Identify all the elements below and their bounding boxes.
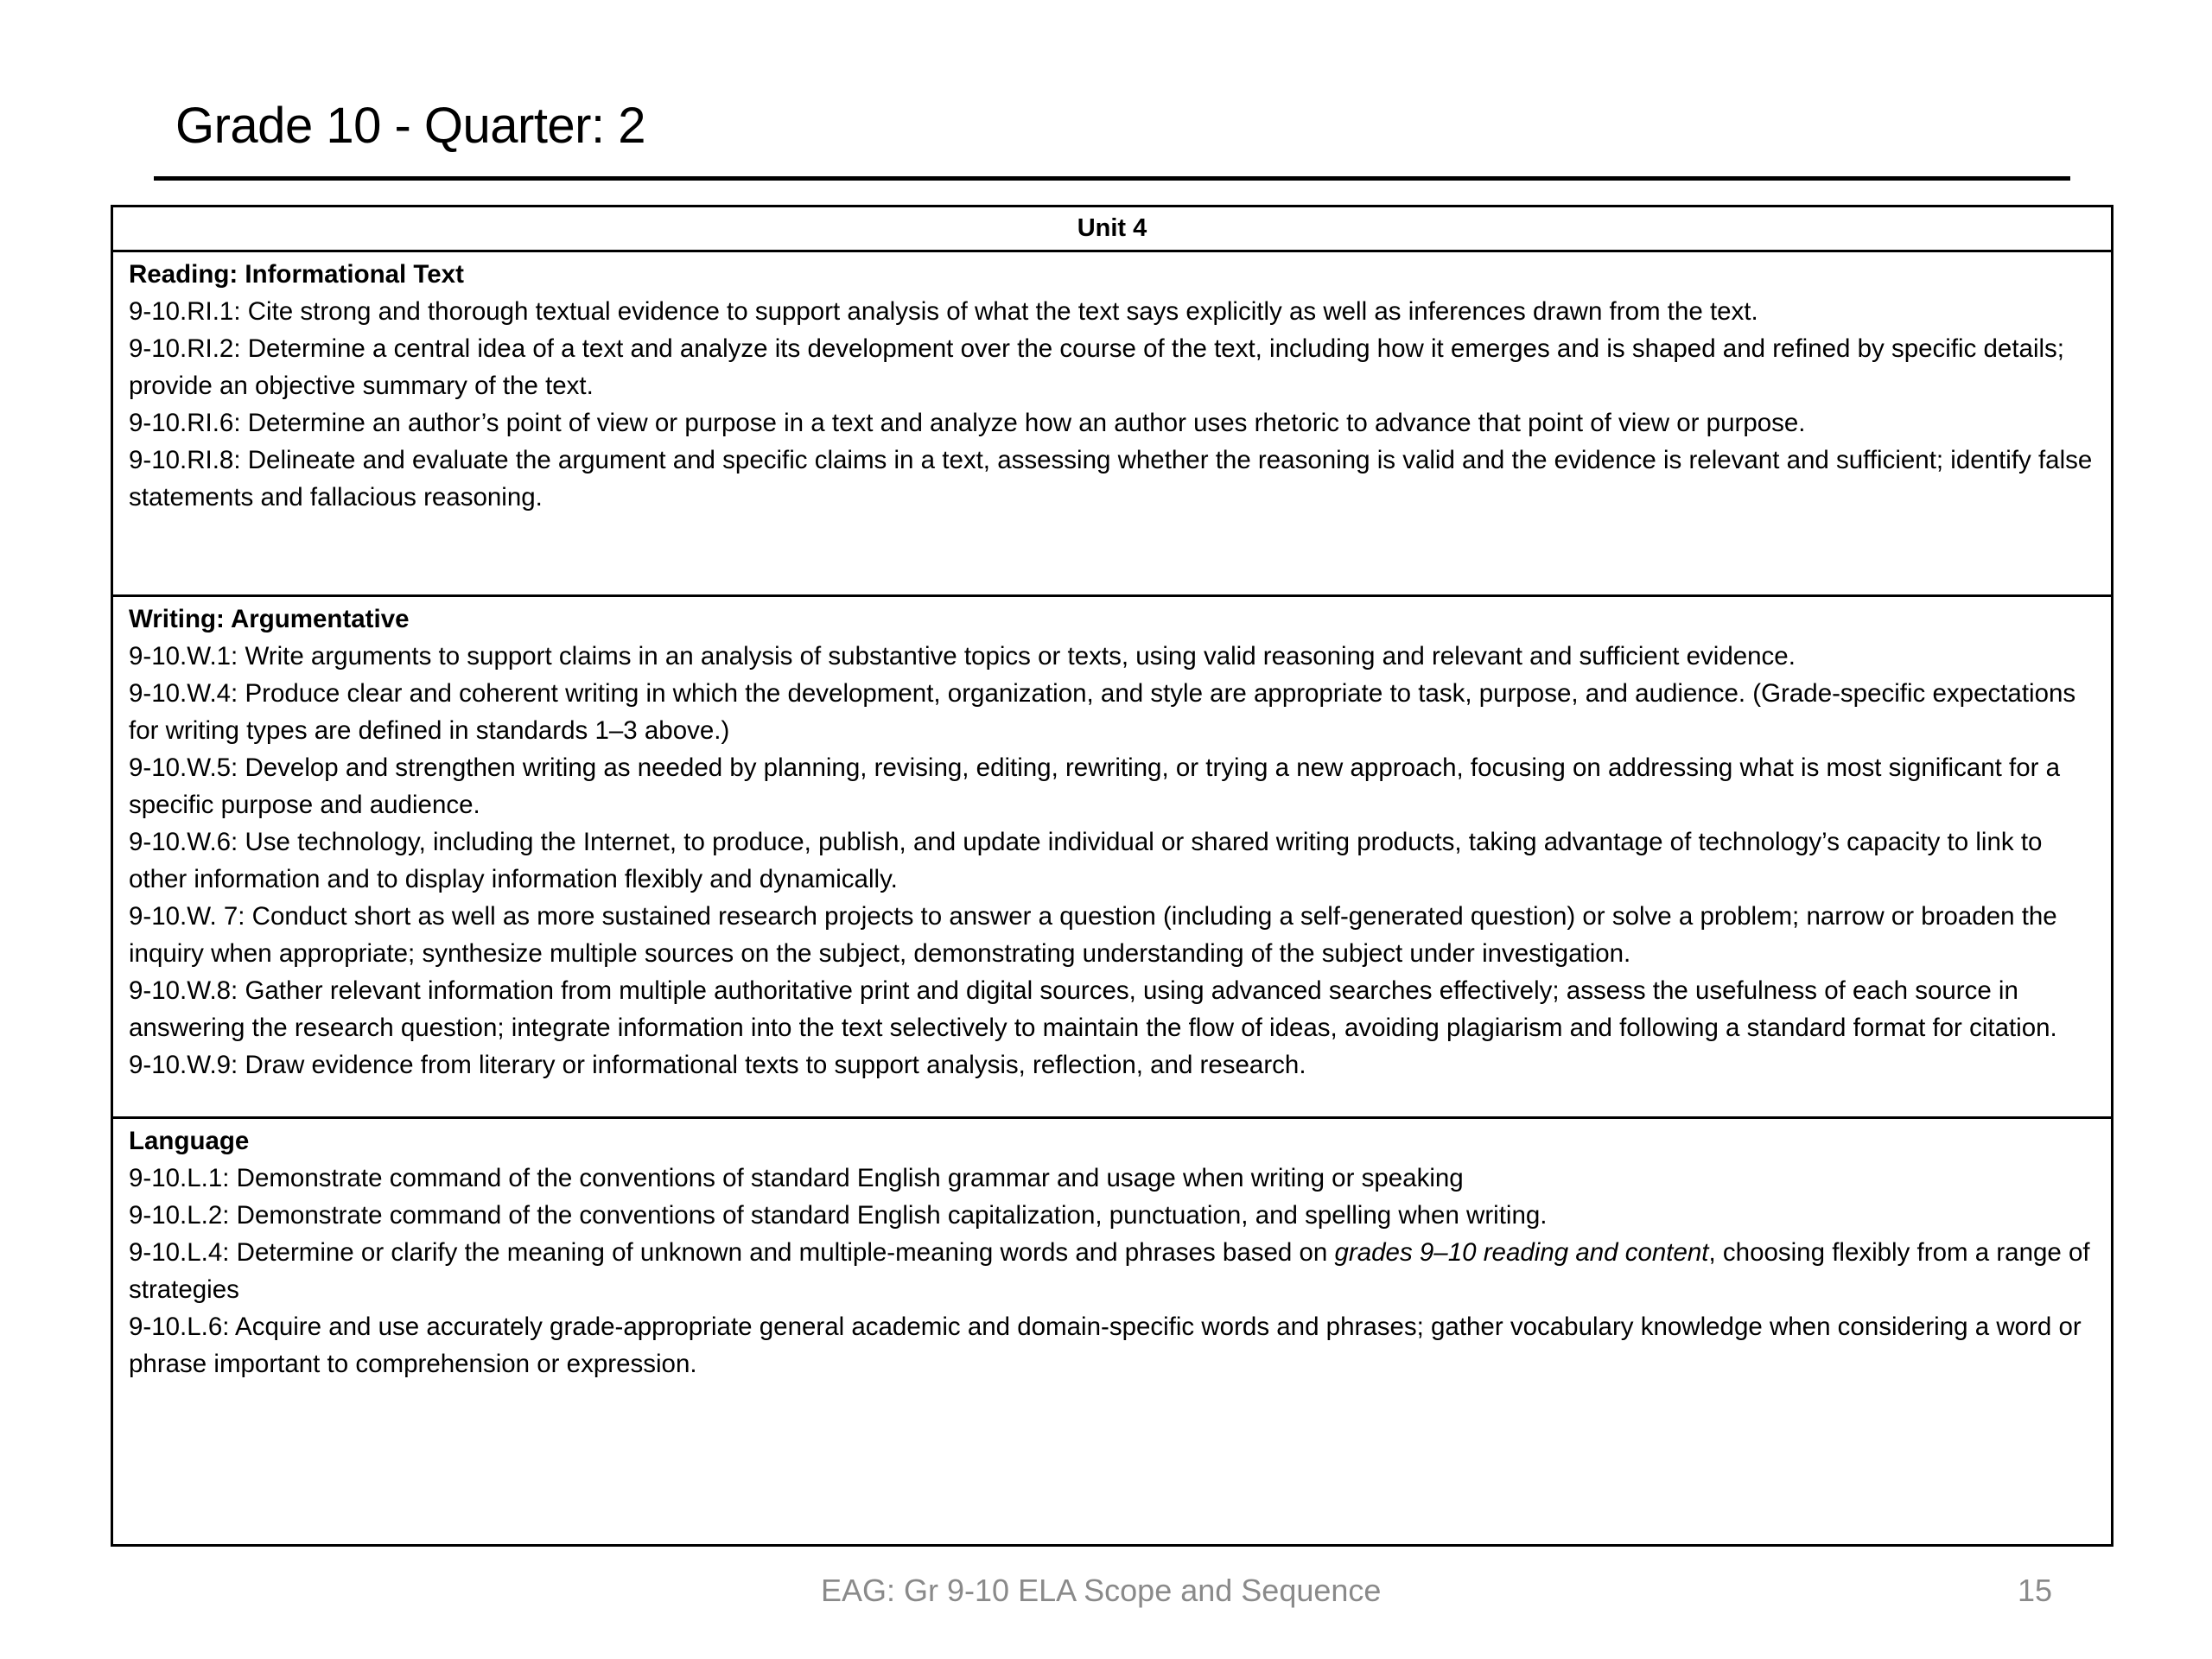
standard-l-4-text: 9-10.L.4: Determine or clarify the meaning of unknown and multiple-meaning words and phrases based on xyxy=(129,1238,1335,1267)
standard-w-4: 9-10.W.4: Produce clear and coherent writing in which the development, organization, and style are appropriate to task, purpose, and audience. (Grade-specific expectations for writing types are defined in standards 1–3 above.) xyxy=(129,679,2076,745)
standard-l-4 xyxy=(129,1234,2095,1308)
standard-w-6: 9-10.W.6: Use technology, including the Internet, to produce, publish, and update individual or shared writing products, taking advantage of technology’s capacity to link to other information and to display information flexibly and dynamically. xyxy=(129,828,2043,893)
standard-w-7: 9-10.W. 7: Conduct short as well as more sustained research projects to answer a question (including a self-generated question) or solve a problem; narrow or broaden the inquiry when appropriate; synthesize multiple sources on the subject, demonstrating understanding of the subject under investigation. xyxy=(129,902,2057,968)
reading-section xyxy=(113,252,2111,597)
footer-text: EAG: Gr 9-10 ELA Scope and Sequence xyxy=(821,1573,1382,1608)
standards-table xyxy=(111,205,2113,1547)
writing-heading: Writing: Argumentative xyxy=(129,605,410,633)
page-number: 15 xyxy=(2017,1573,2052,1608)
title-divider xyxy=(154,176,2070,181)
standard-l-4-text-end: , choosing flexibly from a range of strategies xyxy=(129,1238,2090,1304)
standard-w-5: 9-10.W.5: Develop and strengthen writing as needed by planning, revising, editing, rewriting, or trying a new approach, focusing on addressing what is most significant for a specific purpose and audience. xyxy=(129,753,2061,819)
standard-ri-1: 9-10.RI.1: Cite strong and thorough textual evidence to support analysis of what the text says explicitly as well as inferences drawn from the text. xyxy=(129,297,1758,326)
standard-w-8: 9-10.W.8: Gather relevant information from multiple authoritative print and digital sources, using advanced searches effectively; assess the usefulness of each source in answering the research question; integrate information into the text selectively to maintain the flow of ideas, avoiding plagiarism and following a standard format for citation. xyxy=(129,976,2057,1042)
writing-section xyxy=(113,597,2111,1119)
standard-l-1: 9-10.L.1: Demonstrate command of the conventions of standard English grammar and usage when writing or speaking xyxy=(129,1164,1464,1192)
standard-ri-2: 9-10.RI.2: Determine a central idea of a text and analyze its development over the course of the text, including how it emerges and is shaped and refined by specific details; provide an objective summary of the text. xyxy=(129,334,2064,400)
language-heading: Language xyxy=(129,1127,250,1155)
standard-ri-8: 9-10.RI.8: Delineate and evaluate the argument and specific claims in a text, assessing whether the reasoning is valid and the evidence is relevant and sufficient; identify false statements and fallacious reasoning. xyxy=(129,446,2093,512)
standard-ri-6: 9-10.RI.6: Determine an author’s point of view or purpose in a text and analyze how an author uses rhetoric to advance that point of view or purpose. xyxy=(129,409,1806,437)
unit-header: Unit 4 xyxy=(113,207,2111,252)
language-section xyxy=(113,1119,2111,1544)
standard-w-9: 9-10.W.9: Draw evidence from literary or informational texts to support analysis, reflection, and research. xyxy=(129,1051,1306,1079)
standard-w-1: 9-10.W.1: Write arguments to support claims in an analysis of substantive topics or texts, using valid reasoning and relevant and sufficient evidence. xyxy=(129,642,1796,671)
page-title: Grade 10 - Quarter: 2 xyxy=(175,98,645,154)
reading-heading: Reading: Informational Text xyxy=(129,260,464,289)
standard-l-4-italic: grades 9–10 reading and content xyxy=(1334,1238,1709,1267)
standard-l-2: 9-10.L.2: Demonstrate command of the conventions of standard English capitalization, punctuation, and spelling when writing. xyxy=(129,1201,1548,1230)
standard-l-6: 9-10.L.6: Acquire and use accurately grade-appropriate general academic and domain-specific words and phrases; gather vocabulary knowledge when considering a word or phrase important to comprehension or expression. xyxy=(129,1313,2082,1378)
